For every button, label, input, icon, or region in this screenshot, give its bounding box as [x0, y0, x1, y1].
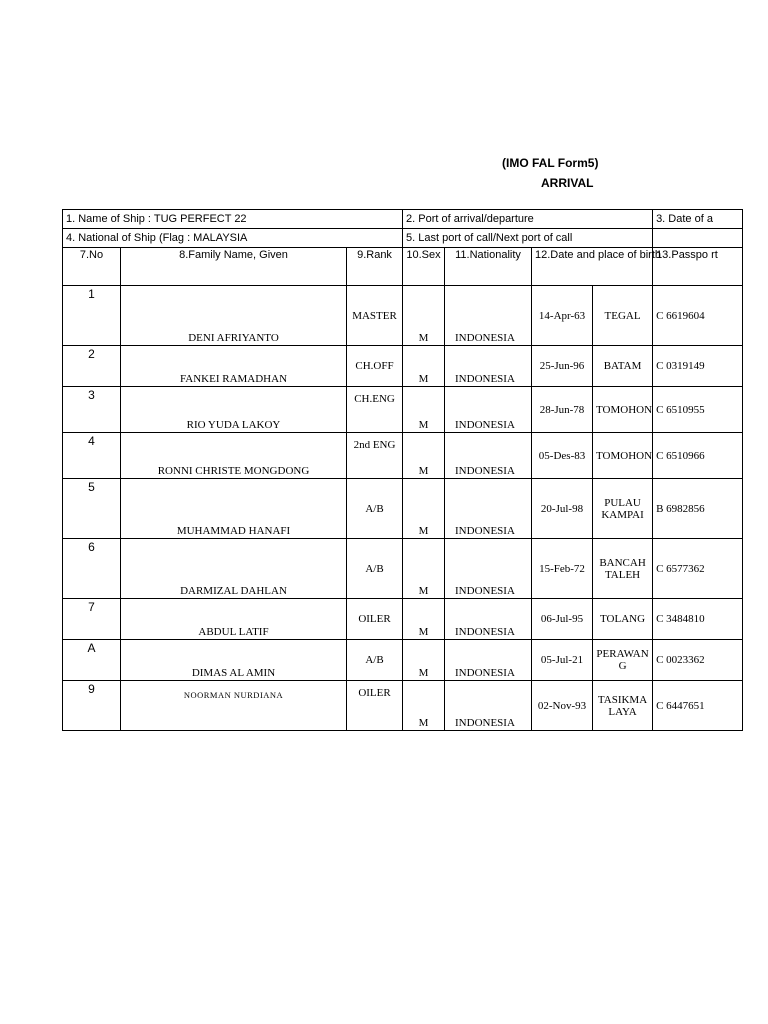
crew-sex-cell: M [403, 640, 445, 681]
crew-birth-date-cell: 05-Jul-21 [532, 640, 593, 681]
crew-name-cell: ABDUL LATIF [121, 599, 347, 640]
header-row [63, 248, 743, 286]
form-subtitle: ARRIVAL [541, 176, 594, 190]
header-rank: 9.Rank [347, 248, 403, 286]
crew-birth-date-cell: 25-Jun-96 [532, 346, 593, 387]
crew-sex-cell: M [403, 286, 445, 346]
crew-no-cell: 3 [63, 387, 121, 433]
crew-birth-date-cell: 28-Jun-78 [532, 387, 593, 433]
crew-birth-place-cell: PERAWAN G [593, 640, 653, 681]
crew-sex-cell: M [403, 539, 445, 599]
crew-birth-place-cell: BATAM [593, 346, 653, 387]
crew-list-table [62, 209, 743, 731]
crew-birth-place-cell: TOMOHON [593, 433, 653, 479]
crew-nationality-cell: INDONESIA [445, 599, 532, 640]
crew-rank-cell: OILER [347, 599, 403, 640]
table-row [63, 681, 743, 731]
crew-nationality-cell: INDONESIA [445, 346, 532, 387]
header-no: 7.No [63, 248, 121, 286]
crew-passport-cell: C 6447651 [653, 681, 743, 731]
crew-no-cell: 7 [63, 599, 121, 640]
crew-nationality-cell: INDONESIA [445, 387, 532, 433]
crew-name-cell: FANKEI RAMADHAN [121, 346, 347, 387]
crew-passport-cell: C 0023362 [653, 640, 743, 681]
header-nationality: 11.Nationality [445, 248, 532, 286]
crew-sex-cell: M [403, 433, 445, 479]
crew-name-cell: MUHAMMAD HANAFI [121, 479, 347, 539]
crew-birth-place-cell: TASIKMA LAYA [593, 681, 653, 731]
crew-rows [63, 286, 743, 731]
crew-birth-place-cell: TOLANG [593, 599, 653, 640]
crew-birth-date-cell: 14-Apr-63 [532, 286, 593, 346]
ship-nationality-cell: 4. National of Ship (Flag : MALAYSIA [63, 229, 403, 248]
form-title: (IMO FAL Form5) [502, 156, 599, 170]
crew-no-cell: 5 [63, 479, 121, 539]
crew-birth-date-cell: 06-Jul-95 [532, 599, 593, 640]
crew-name-cell: RIO YUDA LAKOY [121, 387, 347, 433]
crew-no-cell: 6 [63, 539, 121, 599]
crew-birth-date-cell: 15-Feb-72 [532, 539, 593, 599]
crew-name-cell: DIMAS AL AMIN [121, 640, 347, 681]
crew-birth-place-cell: PULAU KAMPAI [593, 479, 653, 539]
crew-rank-cell: CH.ENG [347, 387, 403, 433]
blank-cell [653, 229, 743, 248]
crew-rank-cell: OILER [347, 681, 403, 731]
header-name: 8.Family Name, Given [121, 248, 347, 286]
crew-nationality-cell: INDONESIA [445, 433, 532, 479]
crew-nationality-cell: INDONESIA [445, 479, 532, 539]
crew-birth-date-cell: 02-Nov-93 [532, 681, 593, 731]
info-row-1 [63, 210, 743, 229]
crew-name-cell: DARMIZAL DAHLAN [121, 539, 347, 599]
crew-name-cell: NOORMAN NURDIANA [121, 681, 347, 731]
crew-birth-place-cell: TOMOHON [593, 387, 653, 433]
table-row [63, 640, 743, 681]
crew-rank-cell: MASTER [347, 286, 403, 346]
crew-passport-cell: C 6510955 [653, 387, 743, 433]
crew-sex-cell: M [403, 387, 445, 433]
port-cell: 2. Port of arrival/departure [403, 210, 653, 229]
crew-no-cell: 1 [63, 286, 121, 346]
table-row [63, 286, 743, 346]
table-row [63, 433, 743, 479]
crew-nationality-cell: INDONESIA [445, 640, 532, 681]
crew-sex-cell: M [403, 479, 445, 539]
crew-no-cell: A [63, 640, 121, 681]
crew-rank-cell: A/B [347, 479, 403, 539]
date-cell: 3. Date of a [653, 210, 743, 229]
crew-nationality-cell: INDONESIA [445, 539, 532, 599]
crew-birth-place-cell: TEGAL [593, 286, 653, 346]
crew-rank-cell: CH.OFF [347, 346, 403, 387]
table-row [63, 479, 743, 539]
table-row [63, 387, 743, 433]
crew-passport-cell: C 6577362 [653, 539, 743, 599]
crew-no-cell: 4 [63, 433, 121, 479]
header-sex: 10.Sex [403, 248, 445, 286]
crew-sex-cell: M [403, 681, 445, 731]
table-row [63, 346, 743, 387]
ship-name-cell: 1. Name of Ship : TUG PERFECT 22 [63, 210, 403, 229]
crew-rank-cell: 2nd ENG [347, 433, 403, 479]
crew-no-cell: 9 [63, 681, 121, 731]
table-row [63, 599, 743, 640]
crew-list-table-viewport [62, 209, 718, 729]
crew-birth-place-cell: BANCAH TALEH [593, 539, 653, 599]
crew-rank-cell: A/B [347, 539, 403, 599]
crew-name-cell: DENI AFRIYANTO [121, 286, 347, 346]
crew-name-cell: RONNI CHRISTE MONGDONG [121, 433, 347, 479]
table-row [63, 539, 743, 599]
crew-passport-cell: C 6619604 [653, 286, 743, 346]
header-passport: 13.Passpo rt [653, 248, 743, 286]
header-birth: 12.Date and place of birth [532, 248, 653, 286]
crew-sex-cell: M [403, 599, 445, 640]
crew-passport-cell: C 0319149 [653, 346, 743, 387]
crew-nationality-cell: INDONESIA [445, 286, 532, 346]
crew-no-cell: 2 [63, 346, 121, 387]
last-port-cell: 5. Last port of call/Next port of call [403, 229, 653, 248]
crew-birth-date-cell: 05-Des-83 [532, 433, 593, 479]
crew-passport-cell: C 3484810 [653, 599, 743, 640]
crew-nationality-cell: INDONESIA [445, 681, 532, 731]
crew-sex-cell: M [403, 346, 445, 387]
crew-passport-cell: B 6982856 [653, 479, 743, 539]
crew-rank-cell: A/B [347, 640, 403, 681]
crew-passport-cell: C 6510966 [653, 433, 743, 479]
crew-birth-date-cell: 20-Jul-98 [532, 479, 593, 539]
info-row-2 [63, 229, 743, 248]
